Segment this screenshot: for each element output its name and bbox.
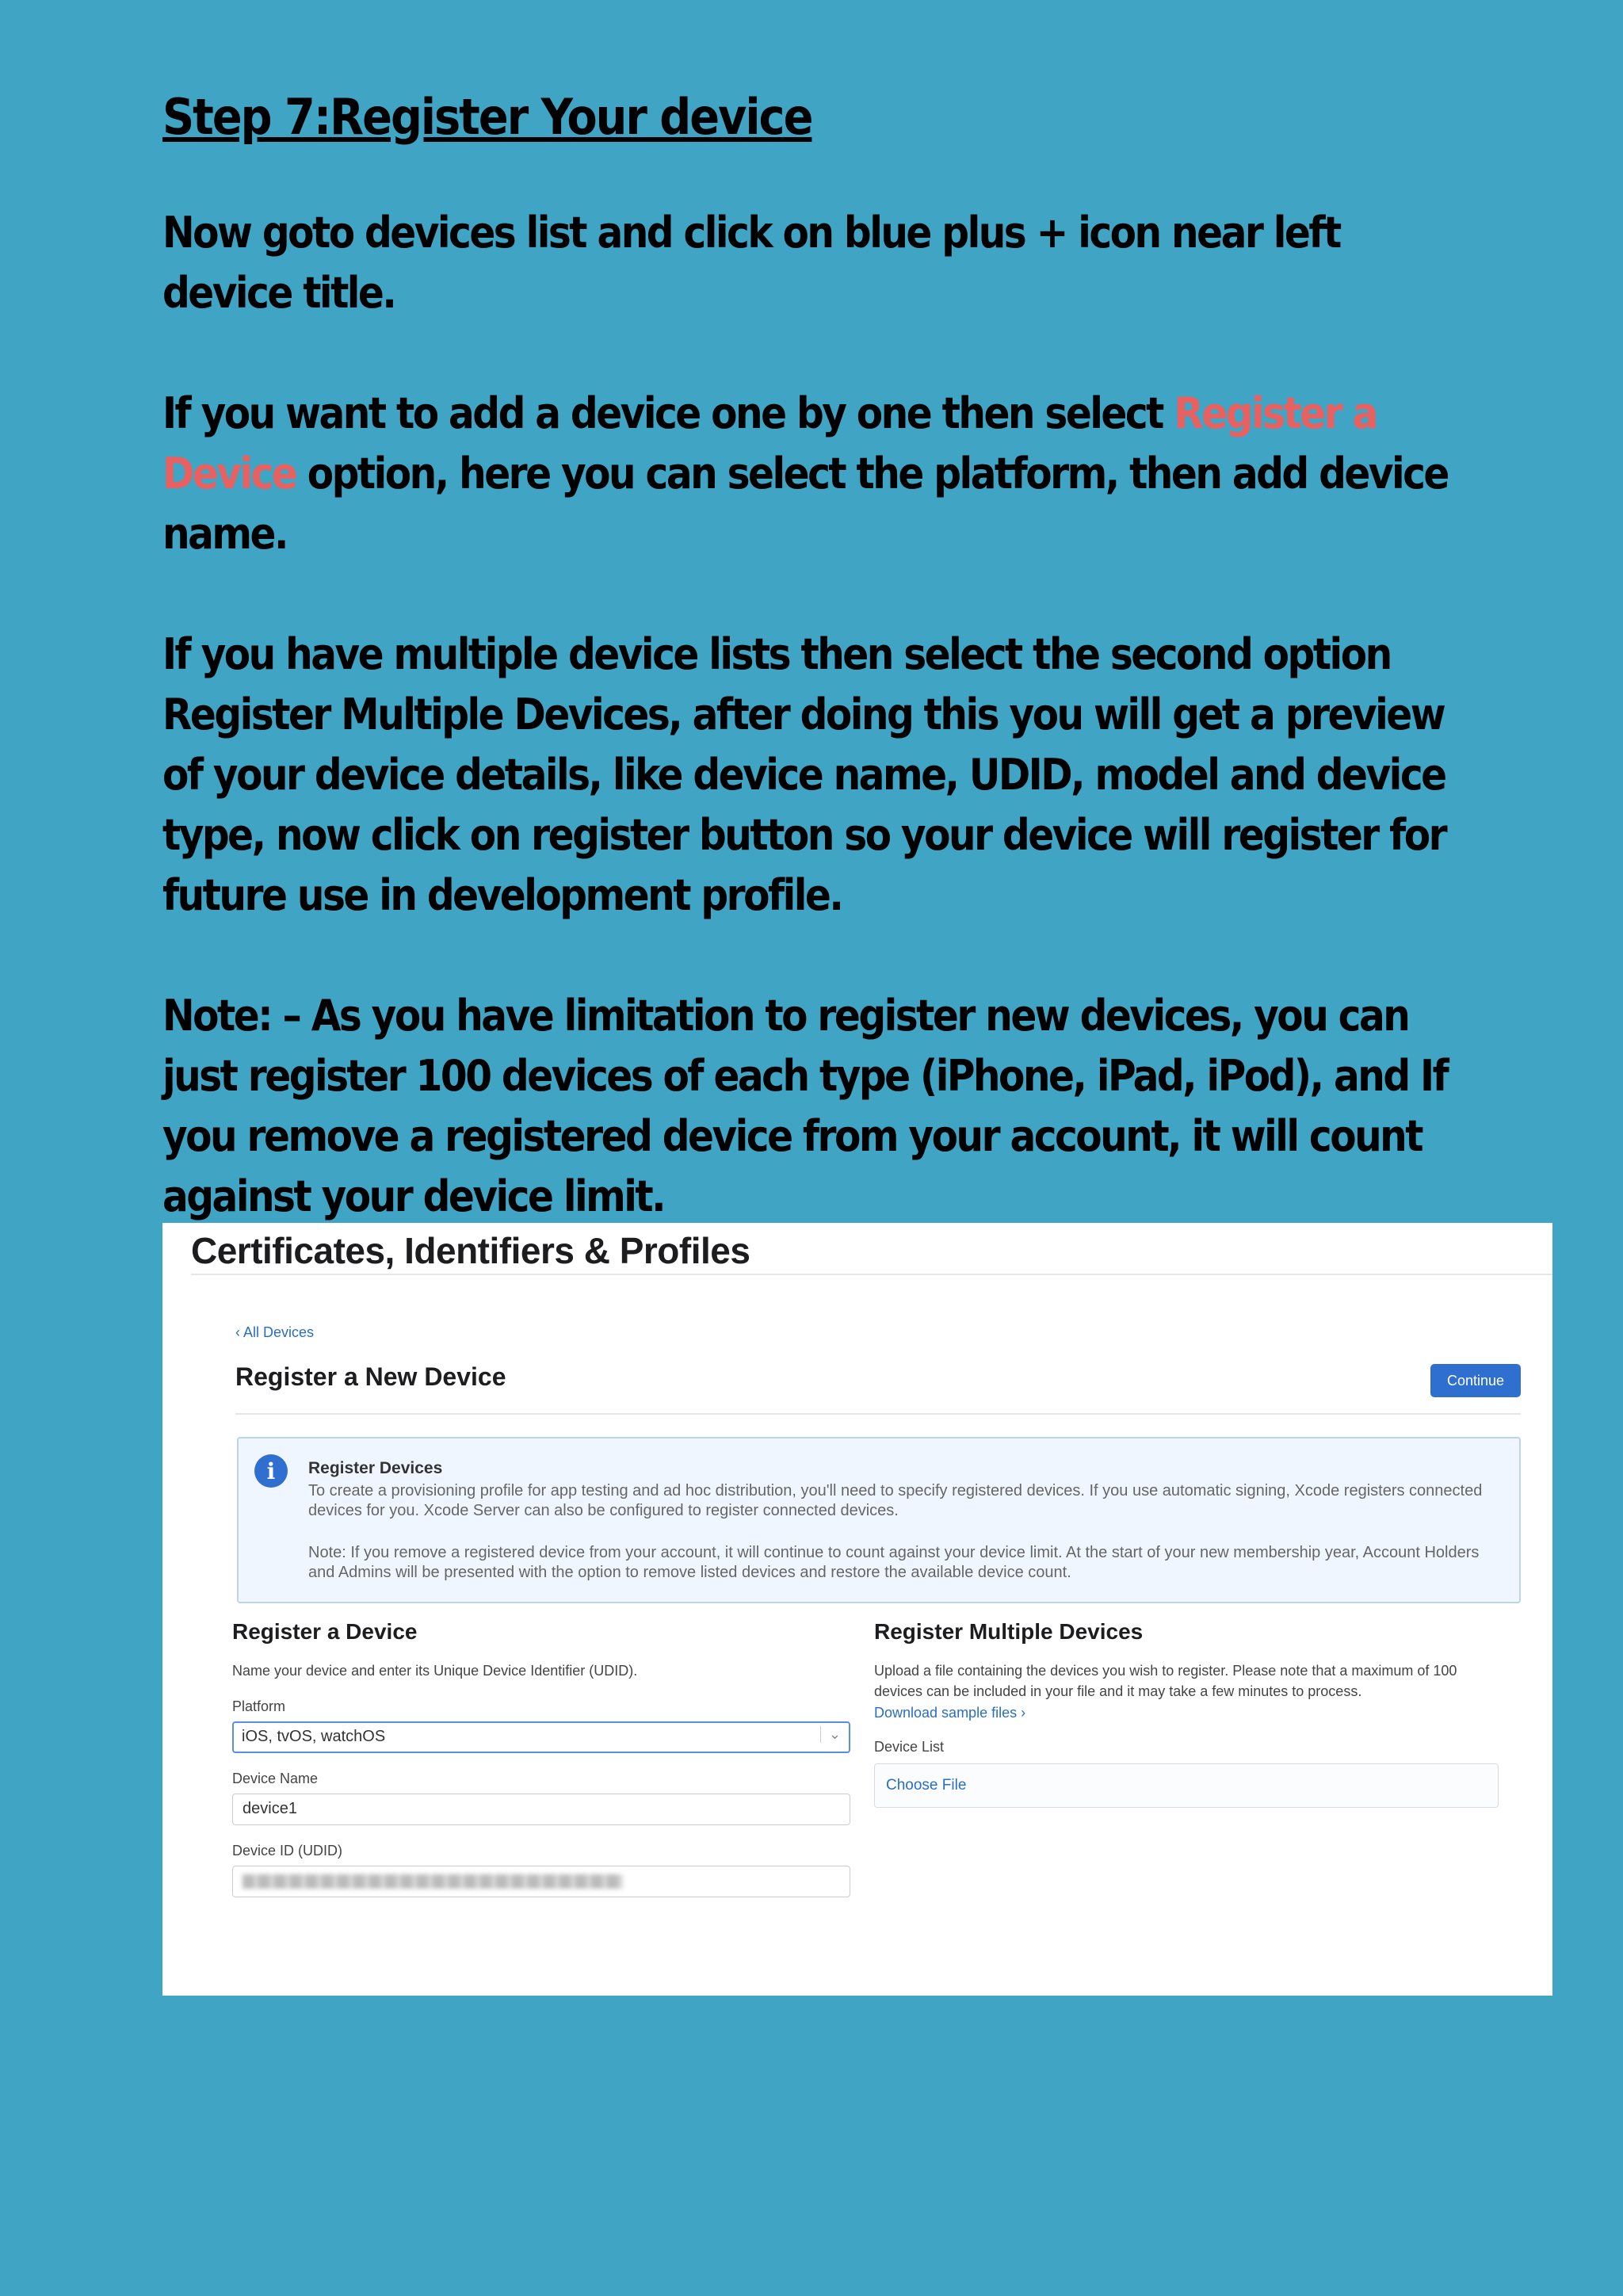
platform-value: iOS, tvOS, watchOS [242,1728,386,1745]
info-text: To create a provisioning profile for app testing and ad hoc distribution, you'll need to specify registered devices. If you use automatic signing, Xcode registers connected devices for you. Xcode Server can also be configured to register connected devices. [308,1482,1483,1519]
register-multiple-title: Register Multiple Devices [874,1619,1144,1644]
register-device-highlight: Register a Device [162,388,1377,499]
all-devices-link[interactable]: ‹ All Devices [235,1324,315,1340]
paragraph-register-single [162,384,1462,564]
divider [191,1274,1552,1275]
app-title: Certificates, Identifiers & Profiles [191,1230,750,1271]
register-multiple-section [874,1619,1500,1808]
register-device-title: Register a Device [232,1619,418,1644]
info-note: Note: If you remove a registered device from your account, it will continue to count against your device limit. At the start of your new membership year, Account Holders and Admins will be presented with the option to remove listed devices and restore the available device count. [308,1544,1480,1581]
platform-label: Platform [232,1698,286,1714]
register-single-section [232,1619,858,1897]
udid-redacted [242,1874,623,1889]
info-banner [237,1437,1521,1603]
paragraph-goto-devices: Now goto devices list and click on blue plus + icon near left device title. [162,208,1340,318]
register-multiple-desc: Upload a file containing the devices you wish to register. Please note that a maximum of 100 devices can be included in your file and it may take a few minutes to process. [874,1663,1457,1699]
info-icon: i [254,1454,288,1488]
register-device-desc: Name your device and enter its Unique Device Identifier (UDID). [232,1663,638,1679]
p2-after: option, here you can select the platform, then add device name. [162,449,1448,559]
device-list-label: Device List [874,1739,945,1755]
chevron-down-icon: ⌄ [820,1726,841,1743]
device-name-input[interactable]: device1 [232,1794,850,1825]
step-heading: Step 7:Register Your device [162,88,812,146]
page-title: Register a New Device [235,1362,506,1391]
p2-before: If you want to add a device one by one then select [162,388,1174,438]
download-sample-link[interactable]: Download sample files › [874,1705,1026,1721]
developer-portal-screenshot [162,1223,1552,1996]
platform-select[interactable] [232,1721,850,1753]
choose-file-button[interactable]: Choose File [874,1763,1499,1808]
device-name-label: Device Name [232,1771,319,1786]
document-body [162,79,1462,1287]
info-title: Register Devices [308,1459,443,1477]
continue-button[interactable]: Continue [1430,1364,1521,1397]
udid-input[interactable] [232,1866,850,1897]
divider [235,1413,1521,1415]
paragraph-note: Note: – As you have limitation to register new devices, you can just register 100 devices of each type (iPhone, iPad, iPod), and If you remove a registered device from your account, it will count against your device limit. [162,991,1448,1221]
paragraph-register-multiple: If you have multiple device lists then select the second option Register Multiple Devices, after doing this you will get a preview of your device details, like device name, UDID, model and device type, now click on register button so your device will register for future use in development profile. [162,629,1446,920]
udid-label: Device ID (UDID) [232,1843,343,1859]
